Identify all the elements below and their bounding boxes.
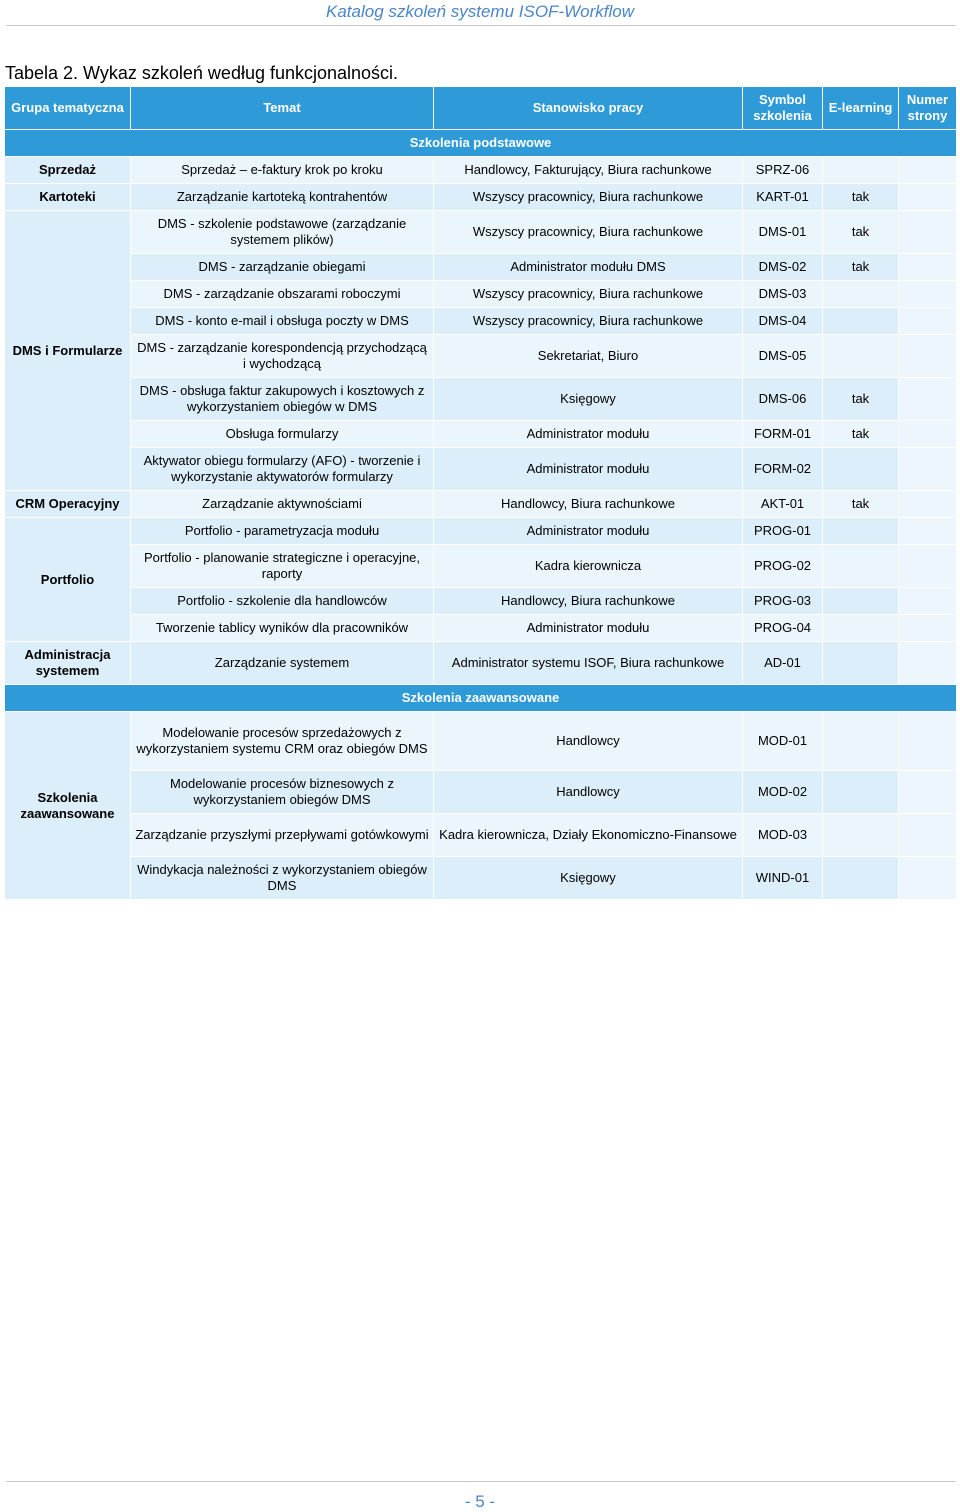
symbol-cell: DMS-04 (743, 308, 823, 335)
elearning-cell (823, 518, 899, 545)
symbol-cell: WIND-01 (743, 857, 823, 900)
symbol-cell: DMS-05 (743, 335, 823, 378)
group-dms: DMS i Formularze (5, 211, 131, 491)
topic-cell: Windykacja należności z wykorzystaniem obiegów DMS (131, 857, 434, 900)
page-cell (899, 518, 957, 545)
elearning-cell (823, 281, 899, 308)
page-cell (899, 712, 957, 771)
topic-cell: Zarządzanie aktywnościami (131, 491, 434, 518)
table-row (5, 157, 957, 184)
symbol-cell: FORM-02 (743, 448, 823, 491)
elearning-cell (823, 545, 899, 588)
topic-cell: Tworzenie tablicy wyników dla pracowników (131, 615, 434, 642)
position-cell: Księgowy (434, 378, 743, 421)
page-cell (899, 857, 957, 900)
page-cell (899, 157, 957, 184)
page-cell (899, 588, 957, 615)
page-cell (899, 211, 957, 254)
position-cell: Kadra kierownicza (434, 545, 743, 588)
elearning-cell: tak (823, 184, 899, 211)
symbol-cell: PROG-04 (743, 615, 823, 642)
page-cell (899, 771, 957, 814)
table-row (5, 254, 957, 281)
topic-cell: Zarządzanie systemem (131, 642, 434, 685)
table-title: Tabela 2. Wykaz szkoleń według funkcjonalności. (5, 63, 399, 83)
elearning-cell (823, 771, 899, 814)
table-row (5, 615, 957, 642)
table-row (5, 491, 957, 518)
table-row (5, 335, 957, 378)
position-cell: Handlowcy (434, 712, 743, 771)
symbol-cell: DMS-03 (743, 281, 823, 308)
page-cell (899, 642, 957, 685)
section-row-advanced (5, 685, 957, 712)
page-cell (899, 281, 957, 308)
table-row (5, 857, 957, 900)
page-cell (899, 421, 957, 448)
section-title-advanced: Szkolenia zaawansowane (5, 685, 957, 712)
header-divider (6, 25, 956, 26)
column-header-group: Grupa tematyczna (5, 87, 131, 130)
topic-cell: Zarządzanie przyszłymi przepływami gotówkowymi (131, 814, 434, 857)
page-cell (899, 448, 957, 491)
topic-cell: Obsługa formularzy (131, 421, 434, 448)
page-cell (899, 335, 957, 378)
table-row (5, 518, 957, 545)
position-cell: Administrator modułu (434, 518, 743, 545)
table-row (5, 421, 957, 448)
symbol-cell: FORM-01 (743, 421, 823, 448)
column-header-symbol: Symbol szkolenia (743, 87, 823, 130)
position-cell: Administrator modułu DMS (434, 254, 743, 281)
symbol-cell: SPRZ-06 (743, 157, 823, 184)
position-cell: Kadra kierownicza, Działy Ekonomiczno-Finansowe (434, 814, 743, 857)
topic-cell: DMS - obsługa faktur zakupowych i kosztowych z wykorzystaniem obiegów w DMS (131, 378, 434, 421)
symbol-cell: PROG-02 (743, 545, 823, 588)
symbol-cell: AD-01 (743, 642, 823, 685)
topic-cell: Zarządzanie kartoteką kontrahentów (131, 184, 434, 211)
position-cell: Księgowy (434, 857, 743, 900)
table-row (5, 211, 957, 254)
page-cell (899, 491, 957, 518)
table-row (5, 448, 957, 491)
table-row (5, 588, 957, 615)
elearning-cell (823, 615, 899, 642)
group-crm: CRM Operacyjny (5, 491, 131, 518)
group-admin: Administracja systemem (5, 642, 131, 685)
elearning-cell: tak (823, 421, 899, 448)
position-cell: Handlowcy, Fakturujący, Biura rachunkowe (434, 157, 743, 184)
group-sprzedaz: Sprzedaż (5, 157, 131, 184)
elearning-cell (823, 157, 899, 184)
page-cell (899, 615, 957, 642)
symbol-cell: PROG-01 (743, 518, 823, 545)
column-header-elearning: E-learning (823, 87, 899, 130)
topic-cell: DMS - szkolenie podstawowe (zarządzanie systemem plików) (131, 211, 434, 254)
elearning-cell (823, 308, 899, 335)
group-advanced: Szkolenia zaawansowane (5, 712, 131, 900)
table-row (5, 712, 957, 771)
topic-cell: DMS - zarządzanie obiegami (131, 254, 434, 281)
table-row (5, 771, 957, 814)
topic-cell: Portfolio - planowanie strategiczne i operacyjne, raporty (131, 545, 434, 588)
symbol-cell: KART-01 (743, 184, 823, 211)
page-number: - 5 - (464, 1492, 496, 1511)
page-cell (899, 308, 957, 335)
section-row-basic (5, 130, 957, 157)
position-cell: Wszyscy pracownicy, Biura rachunkowe (434, 211, 743, 254)
training-table (4, 86, 957, 900)
table-row (5, 308, 957, 335)
position-cell: Administrator modułu (434, 615, 743, 642)
topic-cell: Aktywator obiegu formularzy (AFO) - tworzenie i wykorzystanie aktywatorów formularzy (131, 448, 434, 491)
elearning-cell: tak (823, 211, 899, 254)
topic-cell: Portfolio - parametryzacja modułu (131, 518, 434, 545)
table-row (5, 281, 957, 308)
topic-cell: DMS - zarządzanie obszarami roboczymi (131, 281, 434, 308)
symbol-cell: MOD-01 (743, 712, 823, 771)
topic-cell: Modelowanie procesów biznesowych z wykorzystaniem obiegów DMS (131, 771, 434, 814)
footer-divider (6, 1481, 956, 1482)
position-cell: Handlowcy (434, 771, 743, 814)
page-cell (899, 814, 957, 857)
position-cell: Administrator modułu (434, 448, 743, 491)
elearning-cell: tak (823, 491, 899, 518)
elearning-cell: tak (823, 254, 899, 281)
section-title-basic: Szkolenia podstawowe (5, 130, 957, 157)
table-header-row (5, 87, 957, 130)
position-cell: Handlowcy, Biura rachunkowe (434, 588, 743, 615)
table-row (5, 378, 957, 421)
symbol-cell: PROG-03 (743, 588, 823, 615)
topic-cell: Modelowanie procesów sprzedażowych z wykorzystaniem systemu CRM oraz obiegów DMS (131, 712, 434, 771)
page-cell (899, 254, 957, 281)
topic-cell: Portfolio - szkolenie dla handlowców (131, 588, 434, 615)
topic-cell: DMS - konto e-mail i obsługa poczty w DMS (131, 308, 434, 335)
symbol-cell: DMS-06 (743, 378, 823, 421)
topic-cell: DMS - zarządzanie korespondencją przychodzącą i wychodzącą (131, 335, 434, 378)
group-portfolio: Portfolio (5, 518, 131, 642)
elearning-cell (823, 814, 899, 857)
elearning-cell (823, 712, 899, 771)
position-cell: Administrator systemu ISOF, Biura rachunkowe (434, 642, 743, 685)
elearning-cell: tak (823, 378, 899, 421)
symbol-cell: AKT-01 (743, 491, 823, 518)
elearning-cell (823, 448, 899, 491)
column-header-page: Numer strony (899, 87, 957, 130)
position-cell: Wszyscy pracownicy, Biura rachunkowe (434, 184, 743, 211)
column-header-topic: Temat (131, 87, 434, 130)
group-kartoteki: Kartoteki (5, 184, 131, 211)
position-cell: Wszyscy pracownicy, Biura rachunkowe (434, 308, 743, 335)
table-row (5, 184, 957, 211)
elearning-cell (823, 857, 899, 900)
table-row (5, 545, 957, 588)
page-header-title: Katalog szkoleń systemu ISOF-Workflow (326, 2, 634, 21)
page-cell (899, 545, 957, 588)
elearning-cell (823, 642, 899, 685)
symbol-cell: DMS-02 (743, 254, 823, 281)
position-cell: Administrator modułu (434, 421, 743, 448)
page-cell (899, 378, 957, 421)
symbol-cell: DMS-01 (743, 211, 823, 254)
position-cell: Wszyscy pracownicy, Biura rachunkowe (434, 281, 743, 308)
table-row (5, 642, 957, 685)
topic-cell: Sprzedaż – e-faktury krok po kroku (131, 157, 434, 184)
column-header-position: Stanowisko pracy (434, 87, 743, 130)
elearning-cell (823, 335, 899, 378)
position-cell: Sekretariat, Biuro (434, 335, 743, 378)
position-cell: Handlowcy, Biura rachunkowe (434, 491, 743, 518)
elearning-cell (823, 588, 899, 615)
page-cell (899, 184, 957, 211)
table-row (5, 814, 957, 857)
symbol-cell: MOD-03 (743, 814, 823, 857)
symbol-cell: MOD-02 (743, 771, 823, 814)
